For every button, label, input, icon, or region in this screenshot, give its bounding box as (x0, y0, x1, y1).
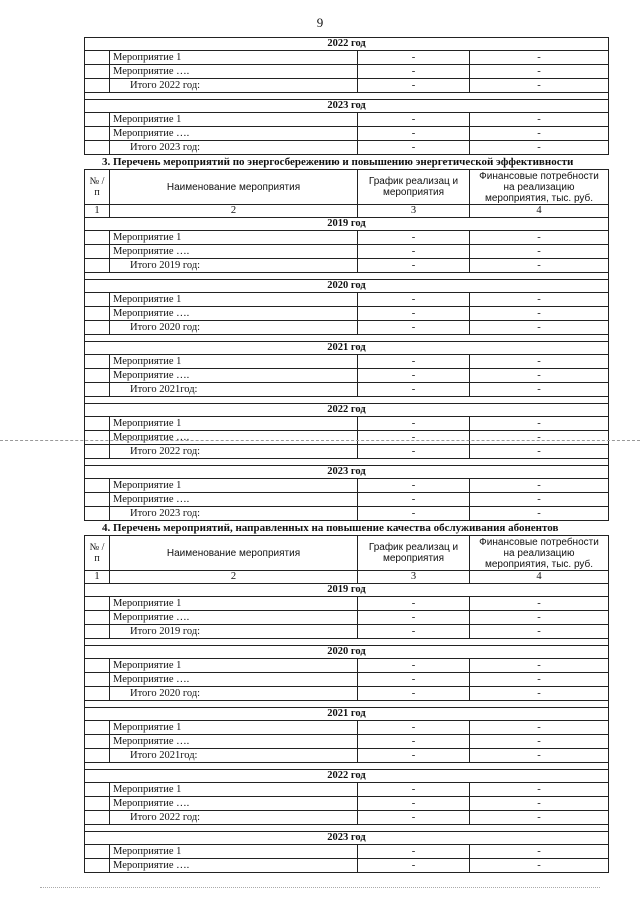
table-row: Мероприятие 1 - - (85, 355, 609, 369)
section-3-table (84, 169, 609, 521)
year-row: 2020 год (85, 280, 609, 293)
table-row: Мероприятие …. - - (85, 735, 609, 749)
year-row: 2021 год (85, 342, 609, 355)
item-name: Мероприятие …. (110, 127, 358, 141)
header-schedule: График реализац и мероприятия (358, 536, 470, 571)
continued-table (84, 37, 609, 155)
table-row: Мероприятие 1 - - (85, 479, 609, 493)
table-row: Мероприятие …. - - (85, 431, 609, 445)
table-row: Мероприятие 1 - - (85, 597, 609, 611)
year-row: 2019 год (85, 218, 609, 231)
table-row: Мероприятие …. - - (85, 127, 609, 141)
item-name: Мероприятие …. (110, 65, 358, 79)
header-no: № /п (85, 536, 110, 571)
table-row: Мероприятие …. - - (85, 859, 609, 873)
table-header (85, 170, 609, 205)
document-body (84, 37, 608, 873)
total-row: Итого 2020 год: - - (85, 687, 609, 701)
header-name: Наименование мероприятия (110, 536, 358, 571)
table-row: Мероприятие …. - - (85, 369, 609, 383)
table-row: Мероприятие …. - - (85, 797, 609, 811)
total-row: Итого 2020 год: - - (85, 321, 609, 335)
table-row: Мероприятие 1 - - (85, 845, 609, 859)
year-label: 2022 год (85, 38, 609, 51)
total-row: Итого 2022 год: - - (85, 445, 609, 459)
year-row: 2023 год (85, 832, 609, 845)
total-row: Итого 2022 год: - - (85, 811, 609, 825)
table-row: Мероприятие 1 - - (85, 721, 609, 735)
column-numbers-row: 1 2 3 4 (85, 205, 609, 218)
year-row (85, 38, 609, 51)
table-row: Мероприятие 1 - - (85, 417, 609, 431)
total-row: Итого 2023 год: - - (85, 507, 609, 521)
section-4-table (84, 535, 609, 873)
year-row: 2023 год (85, 466, 609, 479)
total-label: Итого 2023 год: (110, 141, 358, 155)
header-name: Наименование мероприятия (110, 170, 358, 205)
page-number: 9 (316, 15, 324, 30)
total-row: Итого 2022 год: - - (85, 79, 609, 93)
total-row: Итого 2023 год: - - (85, 141, 609, 155)
table-row: Мероприятие …. - - (85, 611, 609, 625)
header-schedule: График реализац и мероприятия (358, 170, 470, 205)
header-finance: Финансовые потребности на реализацию мероприятия, тыс. руб. (470, 170, 609, 205)
total-row: Итого 2019 год: - - (85, 259, 609, 273)
table-row: Мероприятие …. - - (85, 493, 609, 507)
table-row: Мероприятие 1 - - (85, 51, 609, 65)
table-header (85, 536, 609, 571)
total-label: Итого 2022 год: (110, 79, 358, 93)
scan-bottom-line (40, 887, 600, 888)
table-row: Мероприятие …. - - (85, 307, 609, 321)
table-row: Мероприятие …. - - (85, 673, 609, 687)
column-numbers-row: 1 2 3 4 (85, 571, 609, 584)
total-row: Итого 2021год: - - (85, 383, 609, 397)
year-label: 2023 год (85, 100, 609, 113)
table-row: Мероприятие 1 - - (85, 659, 609, 673)
year-row: 2022 год (85, 404, 609, 417)
year-row: 2022 год (85, 770, 609, 783)
year-row: 2021 год (85, 708, 609, 721)
year-row: 2019 год (85, 584, 609, 597)
year-row (85, 100, 609, 113)
table-row: Мероприятие 1 - - (85, 231, 609, 245)
table-row: Мероприятие …. - - (85, 245, 609, 259)
total-row: Итого 2019 год: - - (85, 625, 609, 639)
total-row: Итого 2021год: - - (85, 749, 609, 763)
section-4-title: 4. Перечень мероприятий, направленных на повышение качества обслуживания абонентов (102, 522, 559, 534)
item-name: Мероприятие 1 (110, 51, 358, 65)
table-row: Мероприятие 1 - - (85, 113, 609, 127)
year-row: 2020 год (85, 646, 609, 659)
section-3-title: 3. Перечень мероприятий по энергосбережению и повышению энергетической эффективности (102, 156, 574, 168)
header-finance: Финансовые потребности на реализацию мероприятия, тыс. руб. (470, 536, 609, 571)
table-row: Мероприятие 1 - - (85, 783, 609, 797)
header-no: № /п (85, 170, 110, 205)
item-name: Мероприятие 1 (110, 113, 358, 127)
table-row: Мероприятие …. - - (85, 65, 609, 79)
scan-fold-line (0, 440, 640, 441)
table-row: Мероприятие 1 - - (85, 293, 609, 307)
